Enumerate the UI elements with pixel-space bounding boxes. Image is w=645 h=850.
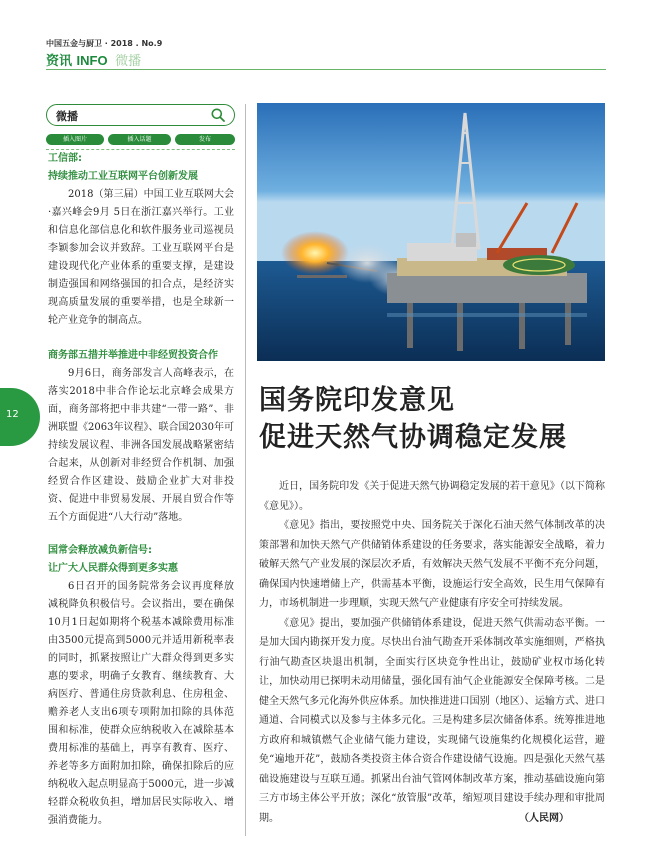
- news-body: 6日召开的国务院常务会议再度释放减税降负积极信号。会议指出，要在确保10月1日起如期将个税基本减除费用标准由3500元提高到5000元并适用新税率表的同时，抓紧按照让广大群众得到更多实惠的要求，明确子女教育、继续教育、大病医疗、普通住房贷款利息、住房租金、赡养老人支出6项专项附加扣除的具体范围和标准，使群众应纳税收入在减除基本费用标准的基础上，再享有教育、医疗、养老等多方面附加扣除，确保扣除后的应纳税收入起点明显高于5000元，进一步减轻群众税收负担，增加居民实际收入、增强消费能力。: [48, 581, 234, 826]
- section-title: [46, 50, 141, 69]
- news-item: [48, 347, 234, 527]
- article-body: [259, 477, 605, 828]
- news-item: [48, 542, 234, 830]
- headline-line-2: 促进天然气协调稳定发展: [259, 422, 567, 453]
- insert-topic-button[interactable]: 插入话题: [108, 134, 171, 145]
- news-item: [48, 150, 234, 330]
- news-title: 商务部五措并举推进中非经贸投资合作: [48, 350, 218, 361]
- headline-line-1: 国务院印发意见: [259, 385, 455, 416]
- article-paragraph: 近日，国务院印发《关于促进天然气协调稳定发展的若干意见》（以下简称《意见》）。: [259, 481, 605, 512]
- article-source: （人民网）: [519, 812, 569, 824]
- offshore-gas-platform-photo: [257, 103, 605, 361]
- search-label: 微播: [56, 110, 78, 123]
- weibo-search-box[interactable]: [46, 104, 235, 126]
- section-title-sub: 微播: [115, 54, 142, 69]
- publish-button[interactable]: 发布: [175, 134, 235, 145]
- news-body: 2018（第三届）中国工业互联网大会·嘉兴峰会9月 5日在浙江嘉兴举行。工业和信息化部信息化和软件服务业司巡视员李颖参加会议并致辞。工业互联网平台是建设现代化产业体系的重要支撑，是建设制造强国和网络强国的扣合点，是经济实现高质量发展的重要举措，也是全球新一轮产业竞争的制高点。: [48, 189, 234, 326]
- page-number-tab: [0, 388, 40, 446]
- article-paragraph: 《意见》提出，要加强产供储销体系建设，促进天然气供需动态平衡。一是加大国内勘探开发力度。尽快出台油气勘查开采体制改革实施细则，严格执行油气勘查区块退出机制，全面实行区块竞争性出让，鼓励矿业权市场化转让，加快动用已探明未动用储量，强化国有油气企业能源安全保障考核。二是健全天然气多元化海外供应体系。加快推进进口国别（地区）、运输方式、进口通道、合同模式以及参与主体多元化。三是构建多层次储备体系。统筹推进地方政府和城镇燃气企业储气能力建设，实现储气设施集约化规模化运营，避免“遍地开花”，鼓励各类投资主体合资合作建设储气设施。四是强化天然气基础设施建设与互联互通。抓紧出台油气管网体制改革方案，推动基础设施向第三方市场主体公平开放；深化“放管服”改革，缩短项目建设手续办理和审批周期。: [259, 617, 605, 824]
- header-rule: [46, 69, 606, 70]
- news-org: 国常会释放减负新信号:: [48, 545, 152, 556]
- column-divider: [245, 104, 246, 836]
- section-title-en: INFO: [76, 53, 108, 68]
- article-paragraph: 《意见》指出，要按照党中央、国务院关于深化石油天然气体制改革的决策部署和加快天然气产供储销体系建设的任务要求，落实能源安全战略，着力破解天然气产业发展的深层次矛盾，有效解决天然气发展不平衡不充分问题，确保国内快速增储上产，供需基本平衡，设施运行安全高效，民生用气保障有力，市场机制进一步理顺，实现天然气产业健康有序安全可持续发展。: [259, 520, 605, 609]
- news-org: 工信部:: [48, 153, 82, 164]
- section-title-cn: 资讯: [46, 54, 73, 69]
- news-body: 9月6日，商务部发言人高峰表示，在落实2018中非合作论坛北京峰会成果方面，商务部将把中非共建“一带一路”、非洲联盟《2063年议程》、联合国2030年可持续发展议程、非洲各国发展战略紧密结合起来，从创新对非经贸合作机制、加强经贸合作区建设、鼓励企业扩大对非投资、促进中非贸易发展、开展自贸合作等五个方面促进“八大行动”落地。: [48, 368, 234, 523]
- page-number: 12: [6, 409, 19, 420]
- news-title: 让广大人民群众得到更多实惠: [48, 563, 178, 574]
- headline: [259, 382, 619, 456]
- search-icon[interactable]: [211, 108, 225, 122]
- insert-image-button[interactable]: 插入图片: [46, 134, 104, 145]
- running-header: 中国五金与厨卫 · 2018 . No.9: [46, 39, 163, 48]
- news-title: 持续推动工业互联网平台创新发展: [48, 171, 198, 182]
